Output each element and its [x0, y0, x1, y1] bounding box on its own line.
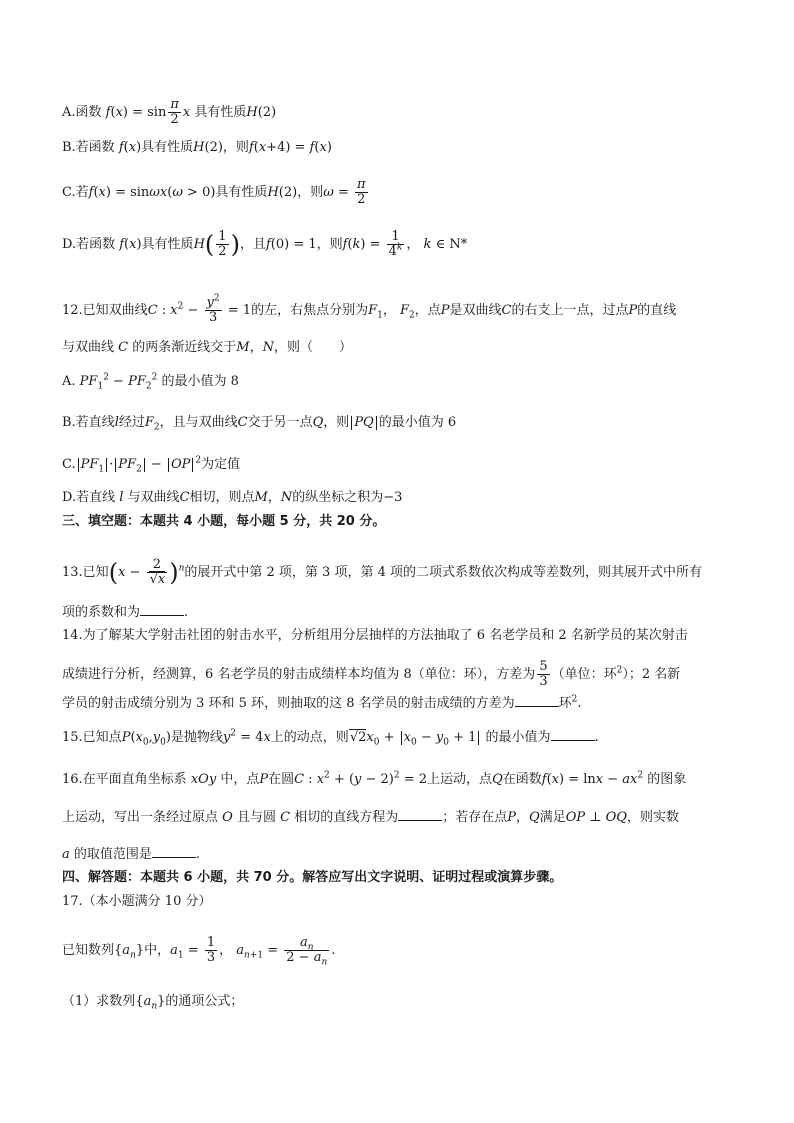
q11-option-c: C.若f(x) = sinωx(ω > 0)具有性质H(2)，则ω = $\frac{\pi}{2}$ [62, 177, 366, 207]
q14-line2: 成绩进行分析，经测算，6 名老学员的射击成绩样本均值为 8（单位：环），方差为 $\frac{5}{3}$ （单位：环$^2$）；2 名新 [62, 659, 681, 689]
q12-option-a: A. $PF_1^2 - PF_2^2$ 的最小值为 8 [62, 372, 239, 392]
q17-part-1: （1）求数列$\{a_n\}$的通项公式； [62, 994, 244, 1012]
q17-stem: 已知数列$\{a_n\}$中，$a_1$ = $\frac{1}{3}$ ， $a_{n+1}$ = $\frac{a_n}{2 - a_n}$ . [62, 935, 336, 968]
q13-line2: 项的系数和为 . [62, 605, 189, 620]
q13-stem: 13.已知(x − $\frac{2}{√x}$ )$^n$的展开式中第 2 项，第 3 项，第 4 项的二项式系数依次构成等差数列，则其展开式中所有 [62, 557, 702, 587]
q17-heading: 17.（本小题满分 10 分） [62, 894, 212, 909]
q13-answer-blank[interactable] [140, 603, 184, 616]
q15-answer-blank[interactable] [551, 728, 595, 741]
q16-answer-blank-1[interactable] [398, 808, 442, 821]
section-4-heading: 四、解答题：本题共 6 小题，共 70 分。解答应写出文字说明、证明过程或演算步骤。 [62, 870, 563, 885]
q16-stem: 16.在平面直角坐标系 xOy 中，点P在圆C : $x^2 + (y - 2)^2 = 2$上运动，点Q在函数$f(x) = \ln x - ax^2$ 的图象 [62, 770, 687, 787]
q12-stem-line2: 与双曲线 C 的两条渐近线交于M，N，则（ ） [62, 340, 352, 355]
q16-line2: 上运动，写出一条经过原点 O 且与圆 C 相切的直线方程为 ；若存在点P，Q满足OP ⊥ OQ，则实数 [62, 810, 679, 825]
section-3-heading: 三、填空题：本题共 4 小题，每小题 5 分，共 20 分。 [62, 514, 386, 529]
q12-option-b: B.若直线l经过$F_2$，且与双曲线C交于另一点Q，则 PQ 的最小值为 6 [62, 415, 457, 433]
q15-stem: 15.已知点$P(x_0,y_0)$是抛物线$y^2 = 4x$上的动点，则$√2x_0 + x_0 - y_0 + 1$ 的最小值为 . [62, 728, 599, 748]
q12-option-d: D.若直线 l 与双曲线C相切，则点M，N的纵坐标之积为−3 [62, 490, 403, 505]
q11-option-d: D.若函数 f(x)具有性质H( $\frac{1}{2}$ )，且f(0) = 1，则f(k) = $\frac{1}{4^k}$ ， k ∈ N* [62, 229, 468, 259]
q11-option-b: B.若函数 f(x)具有性质H(2)，则f(x+4) = f(x) [62, 140, 332, 155]
q14-line3: 学员的射击成绩分别为 3 环和 5 环，则抽取的这 8 名学员的射击成绩的方差为 环$^2$. [62, 694, 582, 711]
q14-answer-blank[interactable] [515, 694, 559, 707]
q12-stem: 12.已知双曲线C : $x^2$ − $\frac{y^2}{3}$ = 1的左，右焦点分别为$F_1$， $F_2$，点P是双曲线C的右支上一点，过点P的直线 [62, 293, 677, 325]
q16-line3: a 的取值范围是 . [62, 847, 201, 862]
q12-option-c: C. $PF_1 \cdot PF_2$ − OP $^2$为定值 [62, 455, 241, 475]
q14-line1: 14.为了解某大学射击社团的射击水平，分析组用分层抽样的方法抽取了 6 名老学员和 2 名新学员的某次射击 [62, 628, 688, 643]
q11-option-a: A.函数 f(x) = sin $\frac{\pi}{2}$ x 具有性质H(2) [62, 97, 277, 127]
q16-answer-blank-2[interactable] [152, 845, 196, 858]
